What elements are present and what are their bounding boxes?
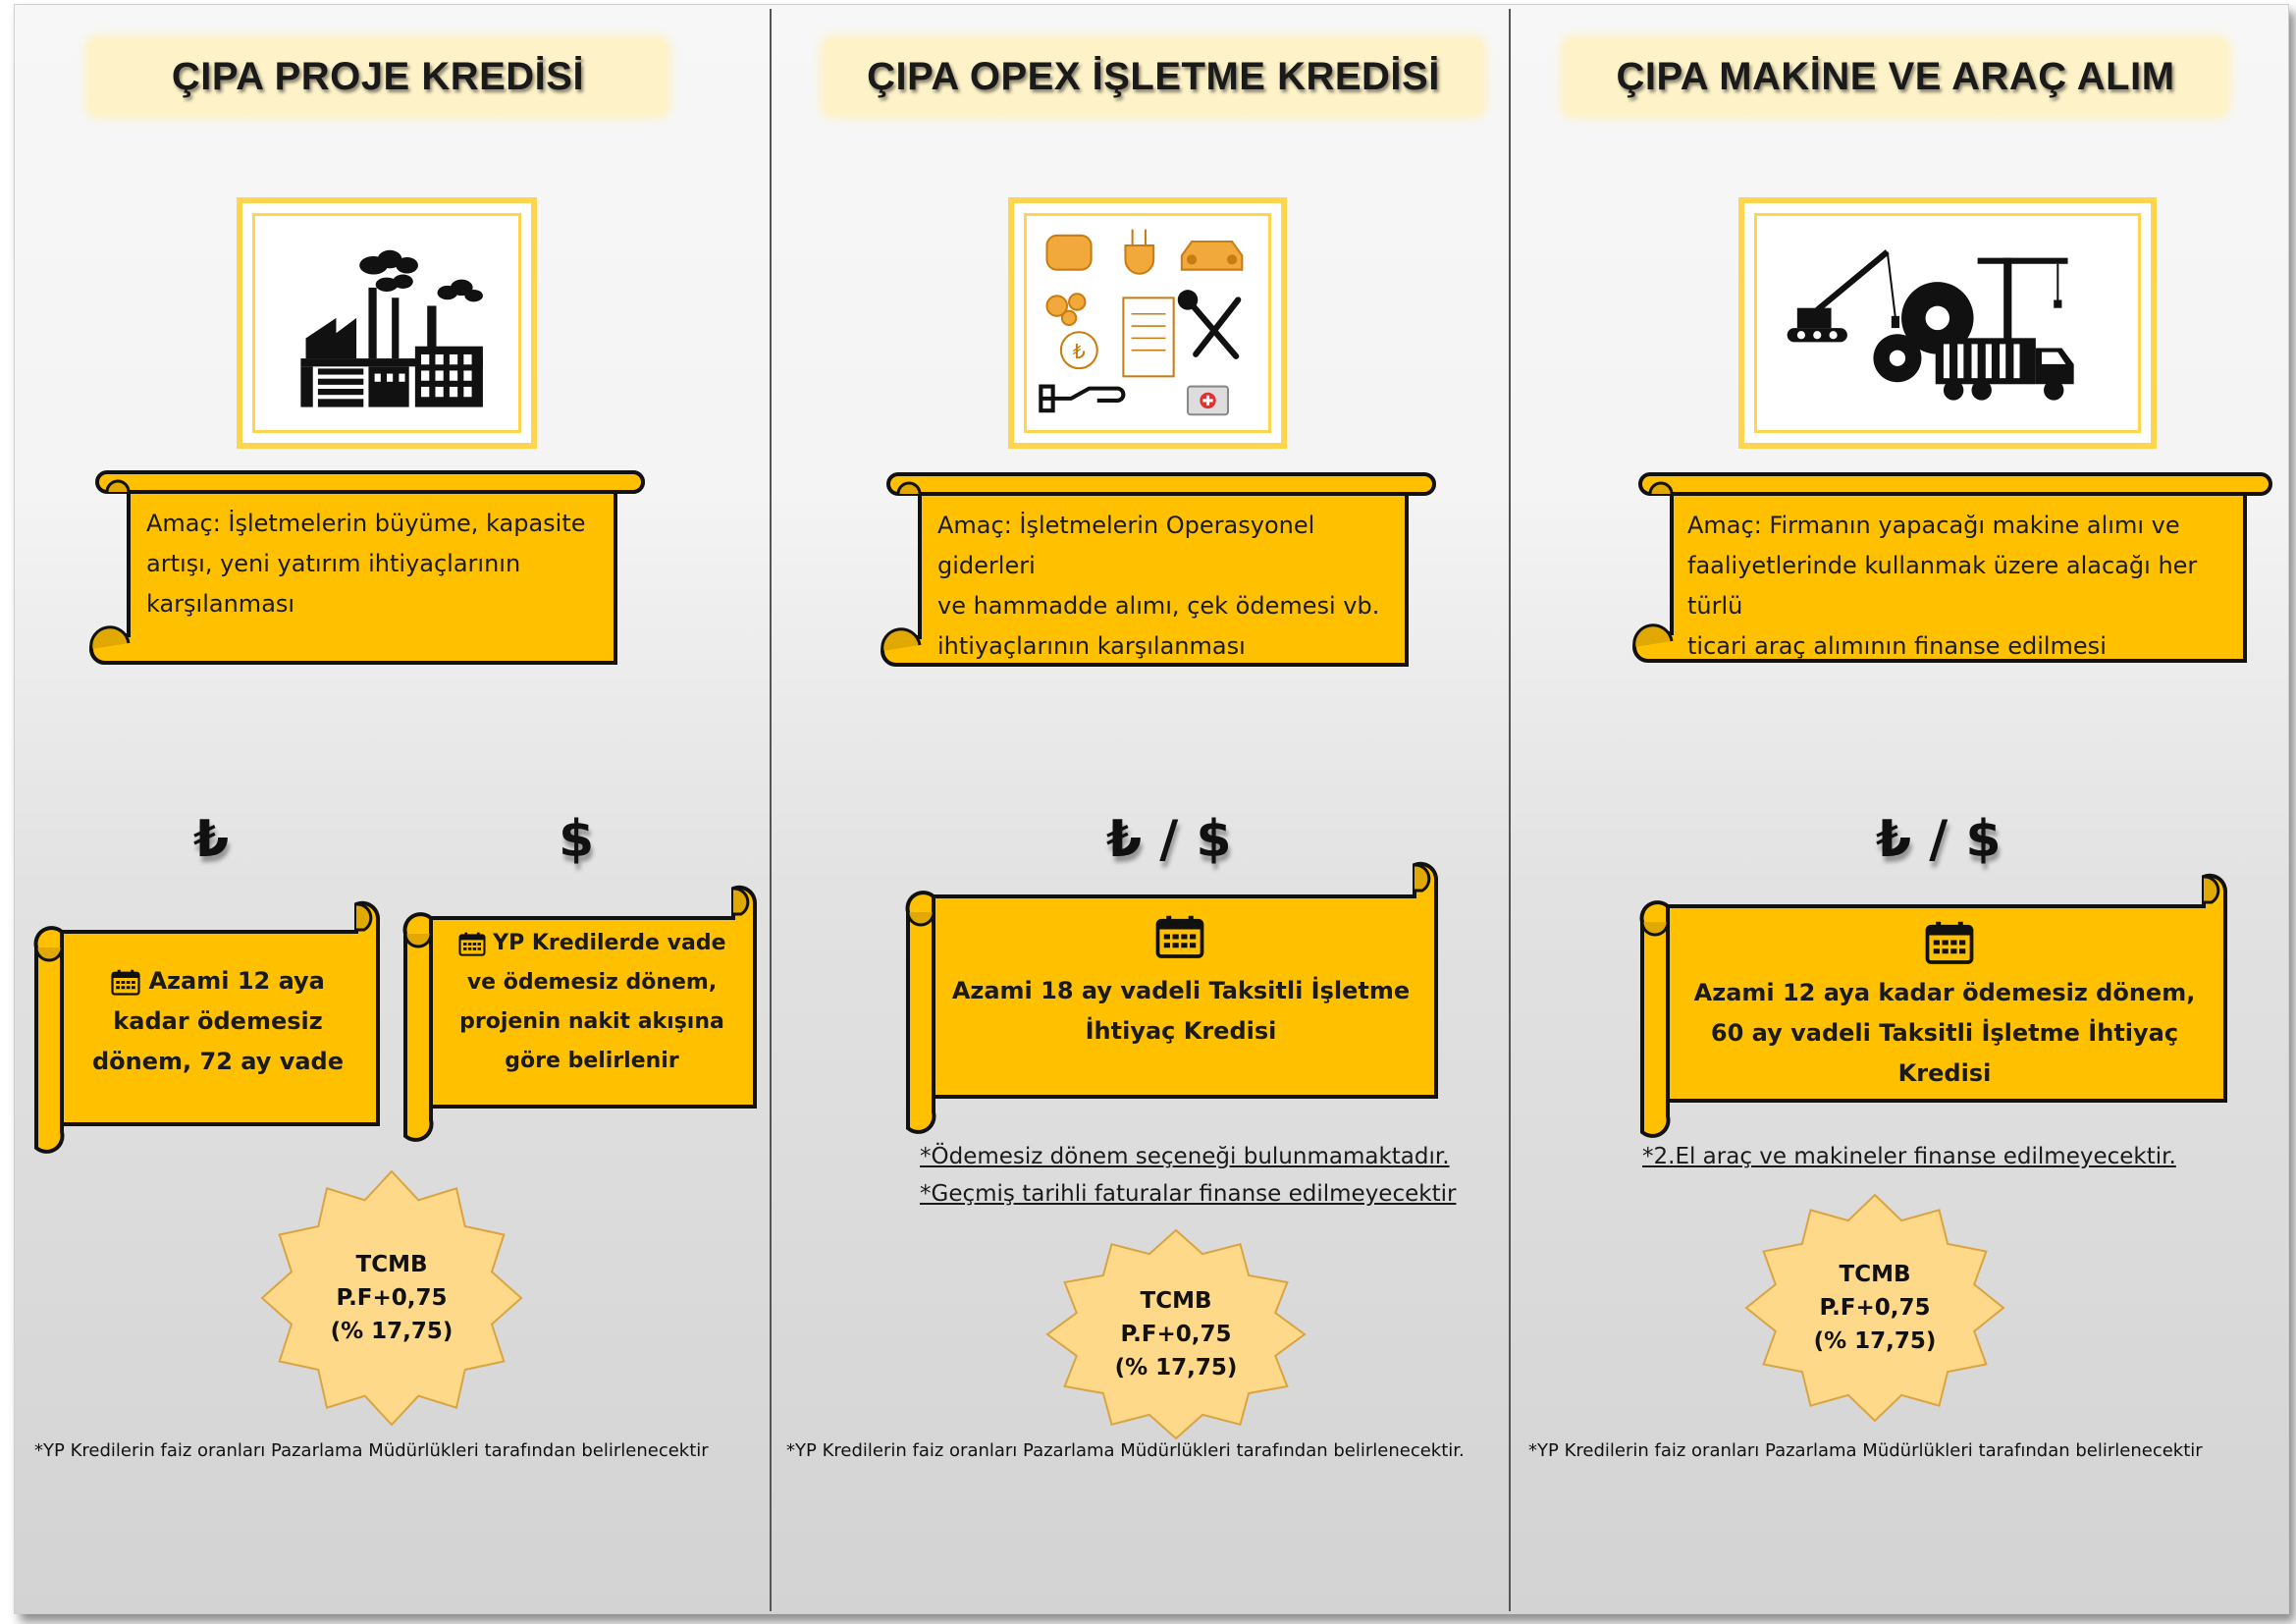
machinery-icon <box>1757 216 2138 430</box>
rate-line: (% 17,75) <box>1813 1328 1937 1354</box>
column-1-term-scroll-right <box>396 879 763 1146</box>
machinery-image <box>1738 197 2157 449</box>
column-divider <box>1509 9 1511 1611</box>
term-line: YP Kredilerde vade <box>493 931 726 955</box>
term-line: dönem, 72 ay vade <box>91 1048 345 1075</box>
calendar-icon <box>458 932 486 956</box>
currency-try-usd-symbol: ₺ / $ <box>1106 810 1232 869</box>
factory-icon <box>255 216 518 430</box>
rate-line: (% 17,75) <box>1114 1355 1238 1380</box>
term-line: Azami 12 aya <box>148 967 325 995</box>
expenses-icon <box>1027 216 1268 430</box>
column-1-title-box <box>88 38 667 115</box>
term-line: göre belirlenir <box>505 1049 679 1073</box>
currency-try-symbol: ₺ <box>193 810 230 869</box>
term-line: projenin nakit akışına <box>459 1009 724 1034</box>
column-3-title: ÇIPA MAKİNE VE ARAÇ ALIM <box>1616 54 2175 98</box>
column-1-title: ÇIPA PROJE KREDİSİ <box>171 54 585 98</box>
purpose-line: ve hammadde alımı, çek ödemesi vb. <box>937 592 1380 620</box>
column-2-title: ÇIPA OPEX İŞLETME KREDİSİ <box>867 54 1440 98</box>
column-3-term-scroll <box>1632 863 2233 1142</box>
column-divider <box>770 9 772 1611</box>
column-3-rate-badge <box>1744 1193 2005 1423</box>
brochure-page <box>14 4 2289 1614</box>
column-3-purpose-scroll <box>1629 468 2276 671</box>
column-1-rate-badge <box>260 1169 523 1427</box>
column-1-term-scroll-left <box>27 896 386 1164</box>
column-3-note: *2.El araç ve makineler finanse edilmeyecektir. <box>1642 1144 2176 1169</box>
currency-try-usd-symbol: ₺ / $ <box>1876 810 2002 869</box>
purpose-line: artışı, yeni yatırım ihtiyaçlarının <box>146 550 521 577</box>
term-line: İhtiyaç Kredisi <box>1085 1017 1277 1045</box>
calendar-icon <box>111 969 140 996</box>
rate-line: P.F+0,75 <box>1120 1322 1232 1347</box>
purpose-line: Amaç: İşletmelerin büyüme, kapasite <box>146 510 586 537</box>
column-1-purpose-scroll <box>85 466 649 669</box>
column-2-note: *Geçmiş tarihli faturalar finanse edilmeyecektir <box>920 1181 1457 1207</box>
term-line: ve ödemesiz dönem, <box>466 970 718 995</box>
rate-line: TCMB <box>1140 1288 1212 1314</box>
column-2-note: *Ödemesiz dönem seçeneği bulunmamaktadır. <box>920 1144 1450 1169</box>
purpose-line: ticari araç alımının finanse edilmesi <box>1687 632 2107 660</box>
term-line: Azami 18 ay vadeli Taksitli İşletme <box>951 977 1411 1004</box>
svg-text:₺: ₺ <box>1072 339 1086 363</box>
column-2-rate-badge <box>1045 1228 1307 1440</box>
expenses-image <box>1008 197 1287 449</box>
rate-line: (% 17,75) <box>330 1319 454 1344</box>
column-2-purpose-scroll <box>877 468 1440 671</box>
term-line: Azami 12 aya kadar ödemesiz dönem, <box>1693 979 2196 1006</box>
factory-image <box>237 197 537 449</box>
rate-line: TCMB <box>355 1252 428 1277</box>
column-2-footnote: *YP Kredilerin faiz oranları Pazarlama Müdürlükleri tarafından belirlenecektir. <box>786 1440 1465 1461</box>
rate-line: P.F+0,75 <box>336 1285 448 1311</box>
rate-line: P.F+0,75 <box>1819 1295 1931 1321</box>
calendar-icon <box>1155 914 1204 959</box>
column-3-title-box <box>1564 38 2227 115</box>
term-line: 60 ay vadeli Taksitli İşletme İhtiyaç Kredisi <box>1710 1019 2179 1087</box>
rate-line: TCMB <box>1839 1262 1911 1287</box>
purpose-line: Amaç: Firmanın yapacağı makine alımı ve <box>1687 512 2180 539</box>
purpose-line: Amaç: İşletmelerin Operasyonel giderleri <box>937 512 1315 579</box>
term-line: kadar ödemesiz <box>113 1007 323 1035</box>
column-1-footnote: *YP Kredilerin faiz oranları Pazarlama Müdürlükleri tarafından belirlenecektir <box>34 1440 709 1461</box>
column-3-footnote: *YP Kredilerin faiz oranları Pazarlama Müdürlükleri tarafından belirlenecektir <box>1528 1440 2203 1461</box>
column-2-title-box <box>824 38 1483 115</box>
column-2-term-scroll <box>898 853 1444 1138</box>
calendar-icon <box>1925 920 1974 965</box>
purpose-line: ihtiyaçlarının karşılanması <box>937 632 1246 660</box>
currency-usd-symbol: $ <box>559 810 595 869</box>
purpose-line: faaliyetlerinde kullanmak üzere alacağı her türlü <box>1687 552 2198 620</box>
purpose-line: karşılanması <box>146 590 295 618</box>
